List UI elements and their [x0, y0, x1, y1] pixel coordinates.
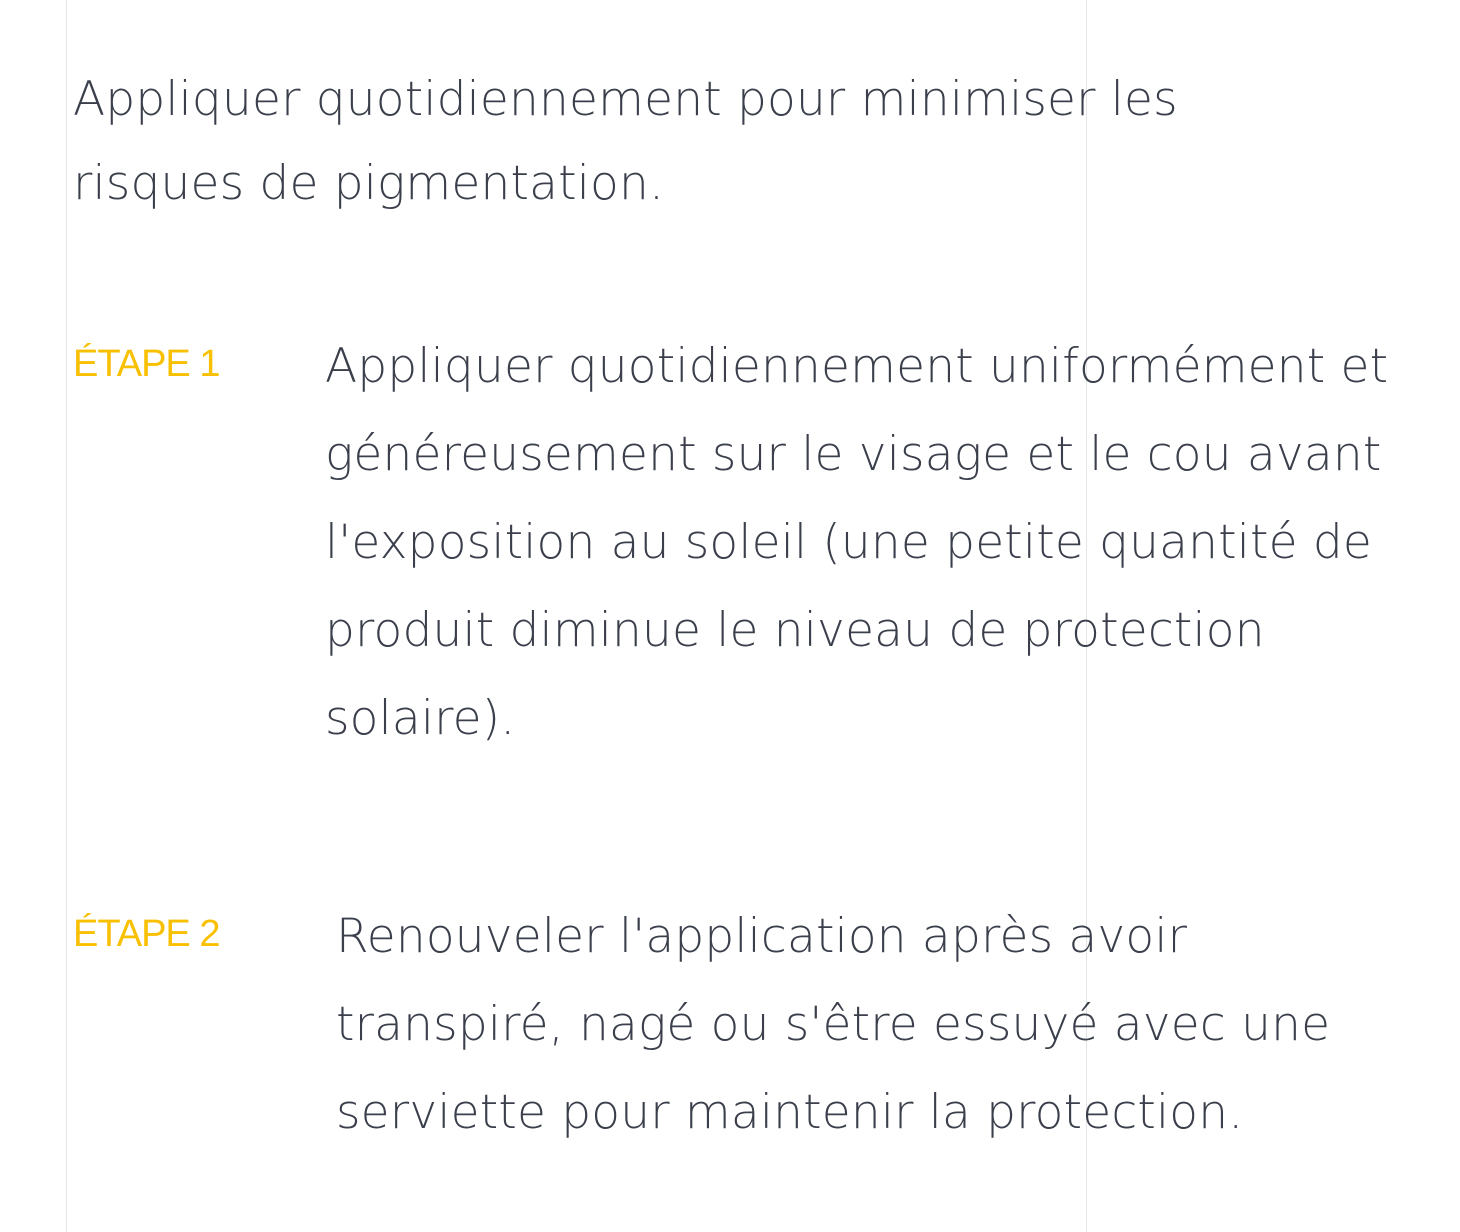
layout-guide-left — [66, 0, 67, 1232]
step-1-label: ÉTAPE 1 — [73, 343, 220, 385]
step-2-label: ÉTAPE 2 — [73, 913, 220, 955]
intro-paragraph: Appliquer quotidiennement pour minimiser les risques de pigmentation. — [73, 72, 1178, 211]
step-2-text: Renouveler l'application après avoir transpiré, nagé ou s'être essuyé avec une serviette pour maintenir la protection. — [336, 909, 1331, 1140]
step-1-text: Appliquer quotidiennement uniformément et généreusement sur le visage et le cou avant l'exposition au soleil (une petite quantité de produit diminue le niveau de protection solaire). — [325, 339, 1389, 746]
